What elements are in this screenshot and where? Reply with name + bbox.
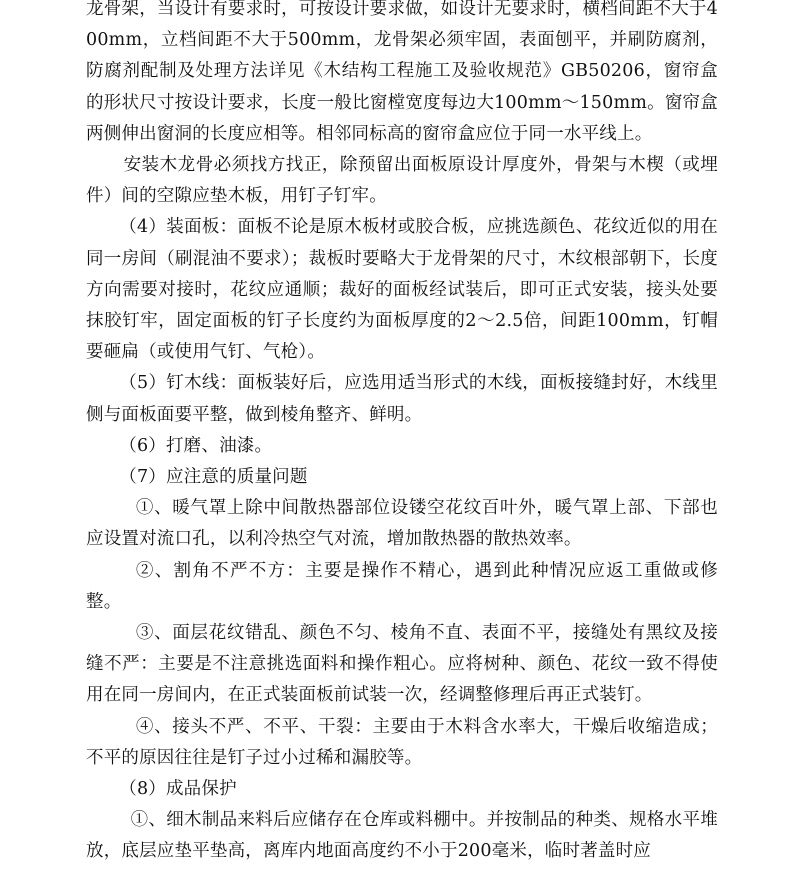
document-body xyxy=(86,0,718,868)
paragraph-wood-keel-install: 安装木龙骨必须找方找正，除预留出面板原设计厚度外，骨架与木楔（或埋件）间的空隙应垫木板，用钉子钉牢。 xyxy=(86,155,718,207)
paragraph-product-protection-1: ①、细木制品来料后应储存在仓库或料棚中。并按制品的种类、规格水平堆放，底层应垫平垫高，离库内地面高度约不小于200毫米，临时著盖时应 xyxy=(86,810,718,862)
paragraph-quality-issue-1: ①、暖气罩上除中间散热器部位设镂空花纹百叶外，暖气罩上部、下部也应设置对流口孔，以利冷热空气对流，增加散热器的散热效率。 xyxy=(86,498,718,550)
paragraph-product-protection-heading: （8）成品保护 xyxy=(119,779,237,800)
paragraph-quality-issue-2: ②、割角不严不方：主要是操作不精心，遇到此种情况应返工重做或修整。 xyxy=(86,560,718,612)
paragraph-frame-requirements: 龙骨架，当设计有要求时，可按设计要求做，如设计无要求时，横档间距不大于400mm，立档间距不大于500mm，龙骨架必须牢固，表面刨平，并刷防腐剂，防腐剂配制及处理方法详见《木结构工程施工及验收规范》GB50206，窗帘盒的形状尺寸按设计要求，长度一般比窗樘宽度每边大100mm～150mm。窗帘盒两侧伸出窗洞的长度应相等。相邻同标高的窗帘盒应位于同一水平线上。 xyxy=(86,0,718,144)
paragraph-quality-issue-4: ④、接头不严、不平、干裂：主要由于木料含水率大，干燥后收缩造成；不平的原因往往是钉子过小过稀和漏胶等。 xyxy=(86,716,718,768)
paragraph-wood-trim: （5）钉木线：面板装好后，应选用适当形式的木线，面板接缝封好，木线里侧与面板面要平整，做到棱角整齐、鲜明。 xyxy=(86,373,718,425)
paragraph-quality-issue-3: ③、面层花纹错乱、颜色不匀、棱角不直、表面不平，接缝处有黑纹及接缝不严：主要是不注意挑选面料和操作粗心。应将树种、颜色、花纹一致不得使用在同一房间内，在正式装面板前试装一次，经调整修理后再正式装钉。 xyxy=(86,623,718,706)
paragraph-panel-install: （4）装面板：面板不论是原木板材或胶合板，应挑选颜色、花纹近似的用在同一房间（刷混油不要求）；裁板时要略大于龙骨架的尺寸，木纹根部朝下，长度方向需要对接时，花纹应通顺；裁好的面板经试装后，即可正式安装，接头处要抹胶钉牢，固定面板的钉子长度约为面板厚度的2～2.5倍，间距100mm，钉帽要砸扁（或使用气钉、气枪）。 xyxy=(86,217,718,363)
page-cutoff xyxy=(0,862,793,873)
paragraph-quality-issues-heading: （7）应注意的质量问题 xyxy=(119,467,308,488)
paragraph-sanding-painting: （6）打磨、油漆。 xyxy=(119,435,273,456)
